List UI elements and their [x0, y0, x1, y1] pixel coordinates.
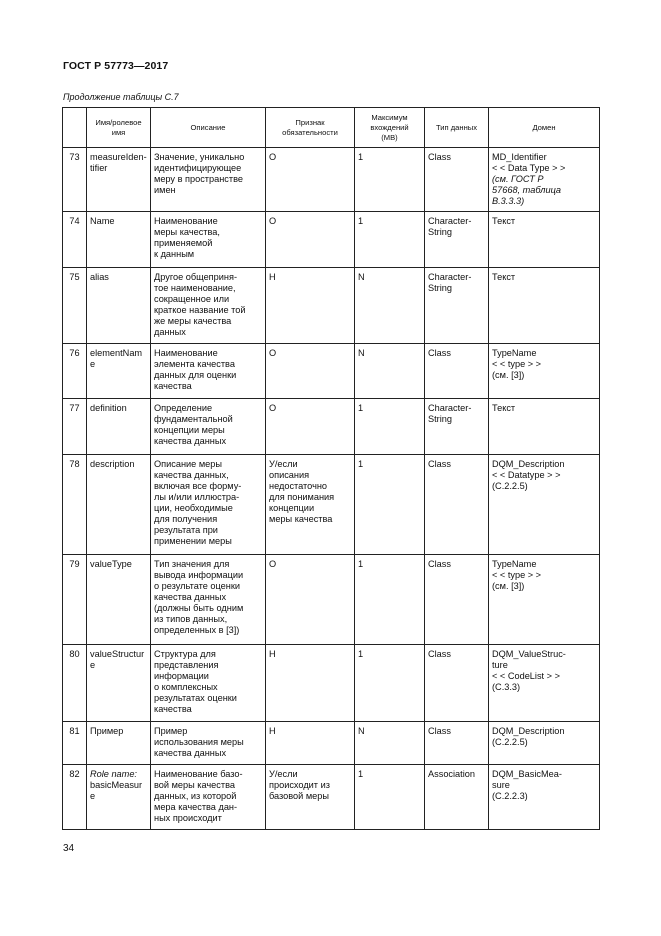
domain-text: MD_Identifier < < Data Type > >	[492, 152, 566, 173]
attribute-name: alias	[90, 272, 109, 282]
row-description: Наименование базо- вой меры качества данных, из которой мера качества дан- ных происходит	[151, 765, 266, 830]
row-data-type: Association	[425, 765, 489, 830]
row-name	[87, 645, 151, 722]
row-max-occurrence: 1	[355, 555, 425, 645]
page-number: 34	[63, 843, 75, 854]
row-max-occurrence: N	[355, 722, 425, 765]
column-header-name: Имя/ролевое имя	[87, 108, 151, 148]
row-data-type: Character- String	[425, 268, 489, 344]
row-max-occurrence: N	[355, 344, 425, 399]
row-max-occurrence: 1	[355, 645, 425, 722]
row-number: 82	[63, 765, 87, 830]
attribute-name: Пример	[90, 726, 124, 736]
table-row	[63, 455, 600, 555]
row-domain	[489, 148, 600, 212]
row-domain: DQM_ValueStruc- ture < < CodeList > > (C.3.3)	[489, 645, 600, 722]
row-number: 74	[63, 212, 87, 268]
table-row	[63, 555, 600, 645]
attributes-table	[62, 107, 600, 830]
table-row	[63, 765, 600, 830]
row-domain: DQM_BasicMea- sure (C.2.2.3)	[489, 765, 600, 830]
row-number: 75	[63, 268, 87, 344]
row-name	[87, 455, 151, 555]
domain-reference: (см. ГОСТ Р 57668, таблица В.3.3.3)	[492, 174, 562, 206]
row-domain: TypeName < < type > > (см. [3])	[489, 555, 600, 645]
row-name	[87, 722, 151, 765]
role-name-prefix: Role name:	[90, 769, 137, 779]
row-number: 81	[63, 722, 87, 765]
column-header-domain: Домен	[489, 108, 600, 148]
row-obligation: О	[266, 344, 355, 399]
row-description: Описание меры качества данных, включая все форму- лы и/или иллюстра- ции, необходимые для получения результата при применении меры	[151, 455, 266, 555]
row-description: Наименование меры качества, применяемой к данным	[151, 212, 266, 268]
row-max-occurrence: N	[355, 268, 425, 344]
attribute-name: measureIden- tifier	[90, 152, 147, 173]
table-row	[63, 645, 600, 722]
row-obligation: О	[266, 212, 355, 268]
row-obligation: О	[266, 148, 355, 212]
row-data-type: Class	[425, 148, 489, 212]
row-number: 80	[63, 645, 87, 722]
row-name	[87, 268, 151, 344]
table-row	[63, 344, 600, 399]
row-data-type: Class	[425, 344, 489, 399]
row-domain: Текст	[489, 212, 600, 268]
row-name	[87, 555, 151, 645]
row-data-type: Class	[425, 722, 489, 765]
row-name	[87, 212, 151, 268]
row-data-type: Class	[425, 555, 489, 645]
attribute-name: valueStructure	[90, 649, 145, 670]
row-number: 79	[63, 555, 87, 645]
row-obligation: Н	[266, 268, 355, 344]
row-name	[87, 399, 151, 455]
document-header: ГОСТ Р 57773—2017	[63, 60, 169, 72]
column-header-max-occurrence: Максимум вхождений (МВ)	[355, 108, 425, 148]
row-obligation: У/если происходит из базовой меры	[266, 765, 355, 830]
row-name	[87, 344, 151, 399]
row-obligation: Н	[266, 722, 355, 765]
row-number: 76	[63, 344, 87, 399]
row-max-occurrence: 1	[355, 765, 425, 830]
row-obligation: О	[266, 399, 355, 455]
row-description: Пример использования меры качества данных	[151, 722, 266, 765]
column-header-description: Описание	[151, 108, 266, 148]
row-domain: DQM_Description (C.2.2.5)	[489, 722, 600, 765]
row-domain: DQM_Description < < Datatype > > (C.2.2.5)	[489, 455, 600, 555]
table-row	[63, 148, 600, 212]
table-row	[63, 722, 600, 765]
row-description: Тип значения для вывода информации о результате оценки качества данных (должны быть одним из типов данных, определенных в [3])	[151, 555, 266, 645]
row-description: Другое общеприня- тое наименование, сокращенное или краткое название той же меры качества данных	[151, 268, 266, 344]
row-description: Значение, уникально идентифицирующее меру в пространстве имен	[151, 148, 266, 212]
attribute-name: basicMeasure	[90, 780, 143, 801]
table-header-row	[63, 108, 600, 148]
attribute-name: description	[90, 459, 135, 469]
column-header-number	[63, 108, 87, 148]
row-name	[87, 765, 151, 830]
row-name	[87, 148, 151, 212]
row-domain: Текст	[489, 399, 600, 455]
row-number: 73	[63, 148, 87, 212]
row-max-occurrence: 1	[355, 148, 425, 212]
row-data-type: Class	[425, 645, 489, 722]
row-obligation: О	[266, 555, 355, 645]
row-max-occurrence: 1	[355, 399, 425, 455]
row-domain: Текст	[489, 268, 600, 344]
column-header-data-type: Тип данных	[425, 108, 489, 148]
row-number: 78	[63, 455, 87, 555]
table-caption: Продолжение таблицы С.7	[63, 92, 179, 102]
table-row	[63, 268, 600, 344]
attribute-name: elementName	[90, 348, 143, 369]
row-obligation: Н	[266, 645, 355, 722]
table-row	[63, 212, 600, 268]
column-header-obligation: Признак обязательности	[266, 108, 355, 148]
row-description: Наименование элемента качества данных для оценки качества	[151, 344, 266, 399]
table-row	[63, 399, 600, 455]
row-number: 77	[63, 399, 87, 455]
row-data-type: Class	[425, 455, 489, 555]
row-domain: TypeName < < type > > (см. [3])	[489, 344, 600, 399]
row-obligation: У/если описания недостаточно для понимания концепции меры качества	[266, 455, 355, 555]
row-data-type: Character- String	[425, 212, 489, 268]
attribute-name: valueType	[90, 559, 132, 569]
row-data-type: Character- String	[425, 399, 489, 455]
row-description: Определение фундаментальной концепции меры качества данных	[151, 399, 266, 455]
row-description: Структура для представления информации о комплексных результатах оценки качества	[151, 645, 266, 722]
row-max-occurrence: 1	[355, 455, 425, 555]
row-max-occurrence: 1	[355, 212, 425, 268]
attribute-name: Name	[90, 216, 115, 226]
attribute-name: definition	[90, 403, 127, 413]
